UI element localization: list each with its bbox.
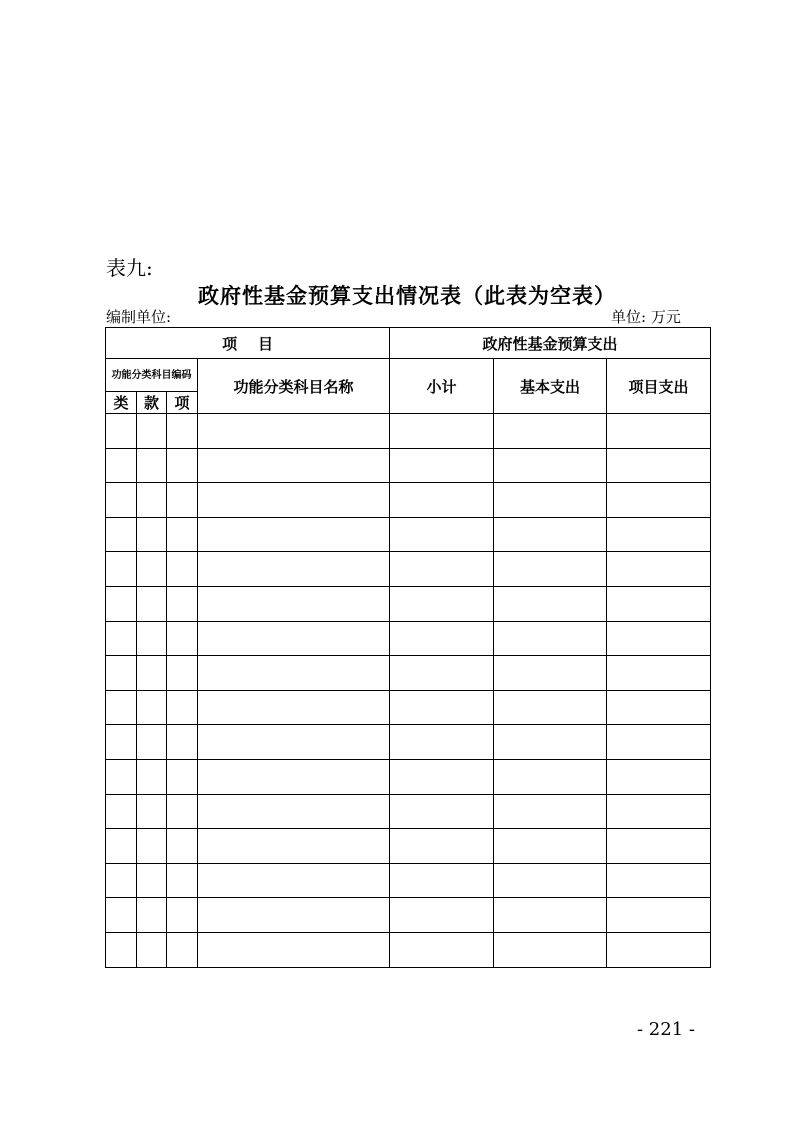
table-cell [494, 898, 607, 933]
table-cell [390, 414, 494, 449]
table-cell [390, 656, 494, 691]
table-cell [607, 656, 711, 691]
header-lei: 类 [106, 392, 137, 414]
header-project: 项 目 [106, 328, 390, 359]
table-cell [167, 552, 198, 587]
table-cell [167, 483, 198, 518]
table-row [106, 725, 711, 760]
table-cell [607, 794, 711, 829]
table-cell [607, 517, 711, 552]
table-cell [494, 829, 607, 864]
table-cell [607, 552, 711, 587]
table-row [106, 586, 711, 621]
table-cell [137, 586, 167, 621]
table-row [106, 932, 711, 967]
table-cell [607, 898, 711, 933]
table-cell [167, 656, 198, 691]
table-cell [494, 656, 607, 691]
table-cell [198, 552, 390, 587]
table-cell [494, 932, 607, 967]
table-cell [390, 829, 494, 864]
table-cell [137, 759, 167, 794]
table-cell [390, 483, 494, 518]
table-cell [607, 586, 711, 621]
table-cell [137, 794, 167, 829]
table-cell [106, 690, 137, 725]
table-cell [106, 621, 137, 656]
table-cell [106, 483, 137, 518]
table-cell [390, 759, 494, 794]
table-cell [494, 794, 607, 829]
table-cell [167, 586, 198, 621]
table-cell [167, 414, 198, 449]
table-cell [494, 414, 607, 449]
table-cell [494, 863, 607, 898]
header-xiang: 项 [167, 392, 198, 414]
document-title: 政府性基金预算支出情况表（此表为空表） [198, 283, 616, 308]
header-function-code: 功能分类科目编码 [106, 359, 198, 392]
table-cell [167, 863, 198, 898]
table-cell [607, 483, 711, 518]
table-cell [607, 863, 711, 898]
table-cell [106, 586, 137, 621]
table-cell [390, 690, 494, 725]
header-subtotal: 小计 [390, 359, 494, 414]
header-function-name: 功能分类科目名称 [198, 359, 390, 414]
table-cell [106, 552, 137, 587]
table-cell [167, 621, 198, 656]
table-cell [198, 932, 390, 967]
table-cell [167, 690, 198, 725]
table-cell [167, 829, 198, 864]
table-cell [494, 448, 607, 483]
table-row [106, 829, 711, 864]
table-cell [607, 690, 711, 725]
table-cell [494, 552, 607, 587]
table-cell [198, 898, 390, 933]
table-cell [198, 690, 390, 725]
table-cell [607, 621, 711, 656]
table-cell [494, 759, 607, 794]
table-row [106, 552, 711, 587]
table-cell [106, 448, 137, 483]
table-cell [167, 932, 198, 967]
table-row [106, 483, 711, 518]
table-cell [390, 725, 494, 760]
table-cell [607, 829, 711, 864]
table-row [106, 759, 711, 794]
table-cell [167, 448, 198, 483]
table-cell [494, 517, 607, 552]
table-cell [494, 483, 607, 518]
organization-label: 编制单位: [106, 308, 172, 326]
table-row [106, 863, 711, 898]
header-project-expense: 项目支出 [607, 359, 711, 414]
table-cell [137, 483, 167, 518]
table-cell [198, 759, 390, 794]
table-cell [137, 656, 167, 691]
table-cell [198, 621, 390, 656]
table-row [106, 448, 711, 483]
table-cell [167, 794, 198, 829]
table-cell [607, 725, 711, 760]
table-cell [390, 621, 494, 656]
table-cell [198, 863, 390, 898]
table-cell [137, 863, 167, 898]
table-cell [390, 552, 494, 587]
table-cell [167, 517, 198, 552]
table-cell [106, 759, 137, 794]
table-cell [137, 517, 167, 552]
page-number: - 221 - [637, 1019, 695, 1040]
table-cell [137, 552, 167, 587]
table-cell [494, 690, 607, 725]
table-cell [137, 414, 167, 449]
table-cell [137, 932, 167, 967]
table-cell [106, 829, 137, 864]
table-row [106, 794, 711, 829]
table-cell [494, 586, 607, 621]
table-cell [198, 414, 390, 449]
table-cell [106, 863, 137, 898]
table-cell [198, 656, 390, 691]
table-row [106, 656, 711, 691]
header-basic-expense: 基本支出 [494, 359, 607, 414]
table-cell [198, 448, 390, 483]
table-cell [390, 898, 494, 933]
budget-table [105, 327, 711, 968]
table-cell [390, 448, 494, 483]
table-cell [106, 517, 137, 552]
table-cell [198, 517, 390, 552]
table-cell [137, 448, 167, 483]
table-cell [607, 448, 711, 483]
header-fund-expense: 政府性基金预算支出 [390, 328, 711, 359]
table-cell [198, 829, 390, 864]
table-cell [198, 725, 390, 760]
table-row [106, 690, 711, 725]
table-row [106, 621, 711, 656]
table-cell [494, 621, 607, 656]
header-kuan: 款 [137, 392, 167, 414]
table-row [106, 517, 711, 552]
table-cell [106, 932, 137, 967]
table-cell [106, 414, 137, 449]
table-cell [198, 586, 390, 621]
table-cell [167, 725, 198, 760]
table-cell [390, 932, 494, 967]
table-cell [137, 621, 167, 656]
table-cell [167, 898, 198, 933]
table-row [106, 414, 711, 449]
table-cell [137, 829, 167, 864]
table-cell [390, 586, 494, 621]
table-cell [607, 759, 711, 794]
table-cell [390, 517, 494, 552]
table-cell [167, 759, 198, 794]
table-cell [137, 898, 167, 933]
table-cell [137, 690, 167, 725]
table-number-label: 表九: [106, 256, 153, 280]
table-cell [106, 898, 137, 933]
table-cell [390, 794, 494, 829]
table-cell [106, 656, 137, 691]
table-cell [494, 725, 607, 760]
table-cell [137, 725, 167, 760]
table-cell [106, 794, 137, 829]
table-cell [198, 794, 390, 829]
table-row [106, 898, 711, 933]
unit-label: 单位: 万元 [611, 308, 681, 326]
table-cell [106, 725, 137, 760]
table-cell [607, 414, 711, 449]
table-cell [390, 863, 494, 898]
table-cell [198, 483, 390, 518]
table-cell [607, 932, 711, 967]
